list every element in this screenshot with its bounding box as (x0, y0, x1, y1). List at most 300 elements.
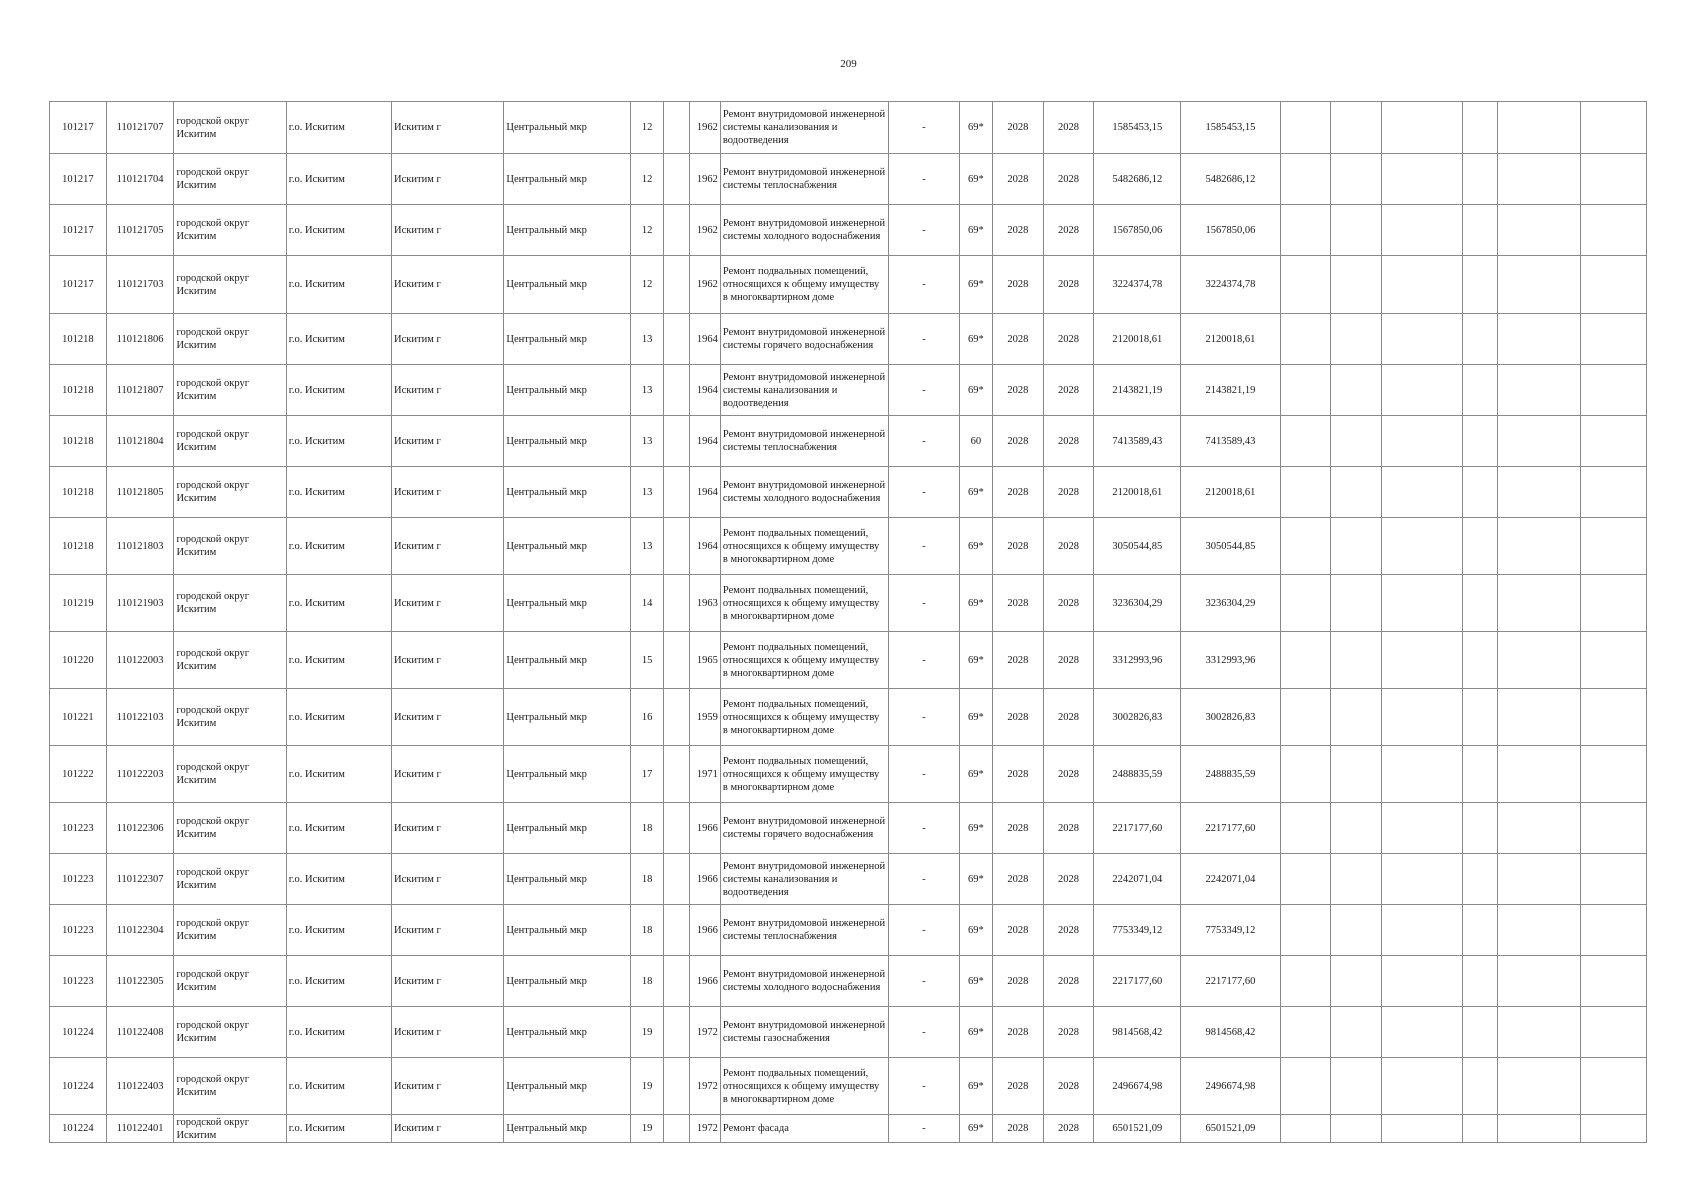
cell-record-id: 110122203 (106, 746, 174, 803)
cell-house: 19 (630, 1058, 663, 1115)
cell-cost-fund: 3236304,29 (1181, 575, 1280, 632)
cell-house: 18 (630, 956, 663, 1007)
cell-house: 15 (630, 632, 663, 689)
cell-wear: 69* (959, 746, 992, 803)
cell-district: городской округ Искитим (174, 803, 286, 854)
cell-district: городской округ Искитим (174, 416, 286, 467)
cell-record-id: 110122003 (106, 632, 174, 689)
cell-street: Центральный мкр (504, 1058, 631, 1115)
cell-program-code: 101218 (50, 518, 107, 575)
cell-settlement: Искитим г (392, 467, 504, 518)
cell-program-code: 101220 (50, 632, 107, 689)
cell-empty (1331, 689, 1382, 746)
cell-empty (1381, 365, 1462, 416)
cell-cost-fund: 2120018,61 (1181, 467, 1280, 518)
cell-empty (1498, 518, 1581, 575)
cell-municipality: г.о. Искитим (286, 575, 391, 632)
cell-corpus (664, 854, 689, 905)
cell-settlement: Искитим г (392, 1007, 504, 1058)
cell-corpus (664, 746, 689, 803)
cell-cost-fund: 9814568,42 (1181, 1007, 1280, 1058)
cell-empty (1280, 416, 1331, 467)
cell-build-year: 1972 (689, 1115, 720, 1143)
cell-year-start: 2028 (993, 102, 1044, 154)
cell-work-type: Ремонт внутридомовой инженерной системы теплоснабжения (720, 905, 888, 956)
cell-settlement: Искитим г (392, 854, 504, 905)
cell-empty (1498, 154, 1581, 205)
cell-cost-fund: 3050544,85 (1181, 518, 1280, 575)
cell-settlement: Искитим г (392, 905, 504, 956)
cell-record-id: 110121807 (106, 365, 174, 416)
cell-district: городской округ Искитим (174, 102, 286, 154)
cell-program-code: 101218 (50, 416, 107, 467)
table-body (50, 102, 1647, 1143)
cell-corpus (664, 154, 689, 205)
cell-wear: 69* (959, 314, 992, 365)
cell-municipality: г.о. Искитим (286, 1058, 391, 1115)
cell-empty (1581, 365, 1647, 416)
cell-cost-total: 2242071,04 (1094, 854, 1181, 905)
cell-work-type: Ремонт внутридомовой инженерной системы горячего водоснабжения (720, 803, 888, 854)
cell-municipality: г.о. Искитим (286, 1115, 391, 1143)
cell-dash: - (888, 689, 959, 746)
cell-empty (1331, 905, 1382, 956)
table-row (50, 365, 1647, 416)
cell-empty (1331, 1007, 1382, 1058)
cell-settlement: Искитим г (392, 314, 504, 365)
cell-empty (1498, 803, 1581, 854)
cell-build-year: 1964 (689, 314, 720, 365)
cell-municipality: г.о. Искитим (286, 632, 391, 689)
cell-empty (1581, 905, 1647, 956)
cell-empty (1581, 575, 1647, 632)
cell-empty (1381, 854, 1462, 905)
cell-cost-fund: 5482686,12 (1181, 154, 1280, 205)
cell-empty (1462, 575, 1497, 632)
cell-empty (1462, 154, 1497, 205)
cell-empty (1381, 1058, 1462, 1115)
cell-cost-total: 2496674,98 (1094, 1058, 1181, 1115)
cell-street: Центральный мкр (504, 575, 631, 632)
cell-empty (1498, 365, 1581, 416)
cell-year-start: 2028 (993, 256, 1044, 314)
cell-empty (1581, 803, 1647, 854)
cell-street: Центральный мкр (504, 365, 631, 416)
cell-district: городской округ Искитим (174, 314, 286, 365)
cell-wear: 69* (959, 1007, 992, 1058)
cell-work-type: Ремонт фасада (720, 1115, 888, 1143)
cell-wear: 60 (959, 416, 992, 467)
cell-dash: - (888, 416, 959, 467)
cell-empty (1498, 205, 1581, 256)
cell-empty (1381, 689, 1462, 746)
cell-record-id: 110122306 (106, 803, 174, 854)
cell-record-id: 110122403 (106, 1058, 174, 1115)
cell-year-end: 2028 (1043, 689, 1094, 746)
cell-corpus (664, 803, 689, 854)
cell-house: 13 (630, 467, 663, 518)
cell-empty (1331, 1115, 1382, 1143)
cell-wear: 69* (959, 1115, 992, 1143)
cell-house: 18 (630, 905, 663, 956)
cell-district: городской округ Искитим (174, 575, 286, 632)
cell-work-type: Ремонт подвальных помещений, относящихся к общему имуществу в многоквартирном доме (720, 575, 888, 632)
cell-cost-fund: 2242071,04 (1181, 854, 1280, 905)
cell-year-end: 2028 (1043, 154, 1094, 205)
cell-municipality: г.о. Искитим (286, 365, 391, 416)
cell-municipality: г.о. Искитим (286, 154, 391, 205)
cell-municipality: г.о. Искитим (286, 256, 391, 314)
cell-dash: - (888, 314, 959, 365)
cell-work-type: Ремонт подвальных помещений, относящихся к общему имуществу в многоквартирном доме (720, 1058, 888, 1115)
cell-year-start: 2028 (993, 854, 1044, 905)
cell-wear: 69* (959, 154, 992, 205)
cell-build-year: 1964 (689, 518, 720, 575)
cell-municipality: г.о. Искитим (286, 956, 391, 1007)
cell-work-type: Ремонт внутридомовой инженерной системы канализования и водоотведения (720, 365, 888, 416)
cell-settlement: Искитим г (392, 518, 504, 575)
cell-cost-total: 2120018,61 (1094, 467, 1181, 518)
cell-empty (1462, 365, 1497, 416)
cell-build-year: 1962 (689, 102, 720, 154)
cell-settlement: Искитим г (392, 689, 504, 746)
cell-build-year: 1963 (689, 575, 720, 632)
cell-dash: - (888, 154, 959, 205)
cell-corpus (664, 575, 689, 632)
cell-cost-fund: 7413589,43 (1181, 416, 1280, 467)
cell-year-start: 2028 (993, 365, 1044, 416)
cell-record-id: 110121804 (106, 416, 174, 467)
cell-year-end: 2028 (1043, 102, 1094, 154)
cell-district: городской округ Искитим (174, 689, 286, 746)
cell-house: 17 (630, 746, 663, 803)
cell-dash: - (888, 575, 959, 632)
cell-empty (1331, 205, 1382, 256)
cell-empty (1581, 1058, 1647, 1115)
cell-year-end: 2028 (1043, 1115, 1094, 1143)
table-row (50, 689, 1647, 746)
cell-empty (1581, 256, 1647, 314)
cell-record-id: 110121703 (106, 256, 174, 314)
cell-cost-total: 1585453,15 (1094, 102, 1181, 154)
cell-dash: - (888, 102, 959, 154)
cell-year-end: 2028 (1043, 803, 1094, 854)
cell-program-code: 101217 (50, 205, 107, 256)
cell-year-start: 2028 (993, 956, 1044, 1007)
cell-municipality: г.о. Искитим (286, 854, 391, 905)
cell-empty (1462, 956, 1497, 1007)
cell-year-end: 2028 (1043, 1007, 1094, 1058)
cell-year-start: 2028 (993, 314, 1044, 365)
cell-district: городской округ Искитим (174, 1115, 286, 1143)
cell-corpus (664, 518, 689, 575)
table-row (50, 803, 1647, 854)
table-row (50, 746, 1647, 803)
cell-district: городской округ Искитим (174, 467, 286, 518)
cell-municipality: г.о. Искитим (286, 205, 391, 256)
cell-empty (1331, 416, 1382, 467)
cell-district: городской округ Искитим (174, 518, 286, 575)
cell-empty (1381, 803, 1462, 854)
cell-empty (1498, 854, 1581, 905)
cell-cost-total: 2217177,60 (1094, 956, 1181, 1007)
cell-empty (1462, 416, 1497, 467)
cell-empty (1581, 746, 1647, 803)
cell-build-year: 1966 (689, 956, 720, 1007)
cell-empty (1381, 905, 1462, 956)
cell-year-start: 2028 (993, 1058, 1044, 1115)
cell-work-type: Ремонт внутридомовой инженерной системы горячего водоснабжения (720, 314, 888, 365)
cell-program-code: 101223 (50, 956, 107, 1007)
cell-empty (1280, 518, 1331, 575)
cell-empty (1280, 632, 1331, 689)
cell-empty (1280, 314, 1331, 365)
cell-empty (1462, 102, 1497, 154)
cell-empty (1331, 956, 1382, 1007)
cell-settlement: Искитим г (392, 1058, 504, 1115)
cell-district: городской округ Искитим (174, 746, 286, 803)
cell-empty (1280, 102, 1331, 154)
cell-cost-fund: 2488835,59 (1181, 746, 1280, 803)
table-row (50, 416, 1647, 467)
cell-empty (1581, 1007, 1647, 1058)
cell-settlement: Искитим г (392, 956, 504, 1007)
cell-corpus (664, 467, 689, 518)
cell-corpus (664, 1115, 689, 1143)
cell-empty (1581, 689, 1647, 746)
cell-empty (1498, 746, 1581, 803)
cell-record-id: 110121704 (106, 154, 174, 205)
cell-dash: - (888, 467, 959, 518)
cell-empty (1381, 205, 1462, 256)
cell-empty (1498, 905, 1581, 956)
table-row (50, 905, 1647, 956)
cell-cost-fund: 3002826,83 (1181, 689, 1280, 746)
cell-empty (1498, 689, 1581, 746)
cell-dash: - (888, 1058, 959, 1115)
cell-wear: 69* (959, 205, 992, 256)
cell-year-end: 2028 (1043, 256, 1094, 314)
cell-empty (1462, 1007, 1497, 1058)
cell-work-type: Ремонт внутридомовой инженерной системы газоснабжения (720, 1007, 888, 1058)
cell-build-year: 1972 (689, 1007, 720, 1058)
cell-cost-total: 2488835,59 (1094, 746, 1181, 803)
cell-empty (1331, 854, 1382, 905)
cell-empty (1581, 854, 1647, 905)
cell-municipality: г.о. Искитим (286, 314, 391, 365)
cell-build-year: 1972 (689, 1058, 720, 1115)
cell-house: 13 (630, 518, 663, 575)
cell-dash: - (888, 746, 959, 803)
cell-empty (1462, 205, 1497, 256)
cell-year-end: 2028 (1043, 854, 1094, 905)
cell-settlement: Искитим г (392, 205, 504, 256)
cell-house: 12 (630, 256, 663, 314)
cell-cost-fund: 6501521,09 (1181, 1115, 1280, 1143)
cell-year-end: 2028 (1043, 314, 1094, 365)
cell-corpus (664, 365, 689, 416)
cell-street: Центральный мкр (504, 632, 631, 689)
cell-empty (1462, 314, 1497, 365)
cell-cost-fund: 2496674,98 (1181, 1058, 1280, 1115)
cell-year-end: 2028 (1043, 365, 1094, 416)
cell-work-type: Ремонт подвальных помещений, относящихся к общему имуществу в многоквартирном доме (720, 256, 888, 314)
cell-build-year: 1966 (689, 905, 720, 956)
cell-street: Центральный мкр (504, 746, 631, 803)
cell-record-id: 110122304 (106, 905, 174, 956)
cell-program-code: 101221 (50, 689, 107, 746)
cell-work-type: Ремонт внутридомовой инженерной системы холодного водоснабжения (720, 956, 888, 1007)
cell-municipality: г.о. Искитим (286, 746, 391, 803)
cell-dash: - (888, 803, 959, 854)
cell-empty (1331, 632, 1382, 689)
cell-dash: - (888, 956, 959, 1007)
cell-settlement: Искитим г (392, 1115, 504, 1143)
cell-empty (1581, 314, 1647, 365)
cell-empty (1381, 314, 1462, 365)
cell-empty (1331, 746, 1382, 803)
cell-year-start: 2028 (993, 518, 1044, 575)
cell-empty (1280, 1058, 1331, 1115)
table-row (50, 205, 1647, 256)
cell-empty (1462, 803, 1497, 854)
cell-year-end: 2028 (1043, 632, 1094, 689)
cell-district: городской округ Искитим (174, 854, 286, 905)
cell-municipality: г.о. Искитим (286, 803, 391, 854)
cell-build-year: 1966 (689, 854, 720, 905)
page-number: 209 (840, 58, 857, 70)
cell-empty (1280, 854, 1331, 905)
cell-empty (1498, 956, 1581, 1007)
cell-program-code: 101217 (50, 102, 107, 154)
cell-cost-total: 5482686,12 (1094, 154, 1181, 205)
cell-empty (1462, 854, 1497, 905)
cell-record-id: 110121903 (106, 575, 174, 632)
cell-empty (1331, 256, 1382, 314)
cell-cost-fund: 1567850,06 (1181, 205, 1280, 256)
cell-work-type: Ремонт внутридомовой инженерной системы теплоснабжения (720, 154, 888, 205)
cell-empty (1381, 416, 1462, 467)
cell-empty (1498, 1058, 1581, 1115)
cell-empty (1381, 746, 1462, 803)
table-row (50, 632, 1647, 689)
cell-cost-total: 3312993,96 (1094, 632, 1181, 689)
cell-empty (1280, 575, 1331, 632)
cell-empty (1280, 1115, 1331, 1143)
cell-settlement: Искитим г (392, 416, 504, 467)
cell-program-code: 101224 (50, 1115, 107, 1143)
cell-corpus (664, 205, 689, 256)
cell-build-year: 1966 (689, 803, 720, 854)
cell-build-year: 1959 (689, 689, 720, 746)
cell-empty (1280, 803, 1331, 854)
cell-year-end: 2028 (1043, 1058, 1094, 1115)
table-row (50, 102, 1647, 154)
cell-empty (1381, 956, 1462, 1007)
cell-empty (1581, 632, 1647, 689)
cell-cost-total: 3002826,83 (1094, 689, 1181, 746)
cell-year-start: 2028 (993, 632, 1044, 689)
cell-empty (1462, 256, 1497, 314)
cell-cost-total: 7413589,43 (1094, 416, 1181, 467)
cell-cost-total: 1567850,06 (1094, 205, 1181, 256)
cell-record-id: 110121805 (106, 467, 174, 518)
table-row (50, 518, 1647, 575)
cell-empty (1498, 256, 1581, 314)
cell-empty (1581, 154, 1647, 205)
cell-year-end: 2028 (1043, 575, 1094, 632)
cell-year-end: 2028 (1043, 746, 1094, 803)
cell-dash: - (888, 365, 959, 416)
cell-street: Центральный мкр (504, 416, 631, 467)
cell-record-id: 110122307 (106, 854, 174, 905)
cell-empty (1381, 632, 1462, 689)
cell-district: городской округ Искитим (174, 256, 286, 314)
cell-district: городской округ Искитим (174, 1058, 286, 1115)
cell-empty (1498, 632, 1581, 689)
cell-cost-total: 6501521,09 (1094, 1115, 1181, 1143)
cell-empty (1280, 689, 1331, 746)
cell-empty (1331, 467, 1382, 518)
cell-build-year: 1964 (689, 365, 720, 416)
cell-settlement: Искитим г (392, 803, 504, 854)
cell-corpus (664, 314, 689, 365)
cell-corpus (664, 632, 689, 689)
cell-program-code: 101223 (50, 803, 107, 854)
cell-empty (1331, 314, 1382, 365)
cell-municipality: г.о. Искитим (286, 518, 391, 575)
cell-cost-fund: 2217177,60 (1181, 956, 1280, 1007)
cell-year-end: 2028 (1043, 416, 1094, 467)
cell-empty (1462, 689, 1497, 746)
cell-cost-fund: 2217177,60 (1181, 803, 1280, 854)
cell-cost-total: 3236304,29 (1094, 575, 1181, 632)
cell-year-end: 2028 (1043, 205, 1094, 256)
cell-house: 12 (630, 102, 663, 154)
cell-empty (1462, 1058, 1497, 1115)
cell-dash: - (888, 518, 959, 575)
table-row (50, 154, 1647, 205)
cell-cost-total: 7753349,12 (1094, 905, 1181, 956)
cell-work-type: Ремонт подвальных помещений, относящихся к общему имуществу в многоквартирном доме (720, 746, 888, 803)
cell-house: 12 (630, 205, 663, 256)
cell-year-start: 2028 (993, 905, 1044, 956)
cell-street: Центральный мкр (504, 905, 631, 956)
cell-empty (1581, 416, 1647, 467)
cell-dash: - (888, 205, 959, 256)
cell-house: 19 (630, 1115, 663, 1143)
cell-empty (1581, 205, 1647, 256)
cell-work-type: Ремонт внутридомовой инженерной системы холодного водоснабжения (720, 205, 888, 256)
table-row (50, 256, 1647, 314)
cell-year-start: 2028 (993, 416, 1044, 467)
cell-empty (1462, 518, 1497, 575)
cell-house: 12 (630, 154, 663, 205)
cell-street: Центральный мкр (504, 803, 631, 854)
table-row (50, 314, 1647, 365)
cell-program-code: 101219 (50, 575, 107, 632)
cell-district: городской округ Искитим (174, 905, 286, 956)
cell-empty (1581, 102, 1647, 154)
cell-empty (1280, 365, 1331, 416)
cell-settlement: Искитим г (392, 632, 504, 689)
cell-record-id: 110121707 (106, 102, 174, 154)
cell-wear: 69* (959, 518, 992, 575)
cell-cost-fund: 1585453,15 (1181, 102, 1280, 154)
cell-corpus (664, 256, 689, 314)
repair-schedule-table (49, 101, 1647, 1143)
cell-program-code: 101222 (50, 746, 107, 803)
